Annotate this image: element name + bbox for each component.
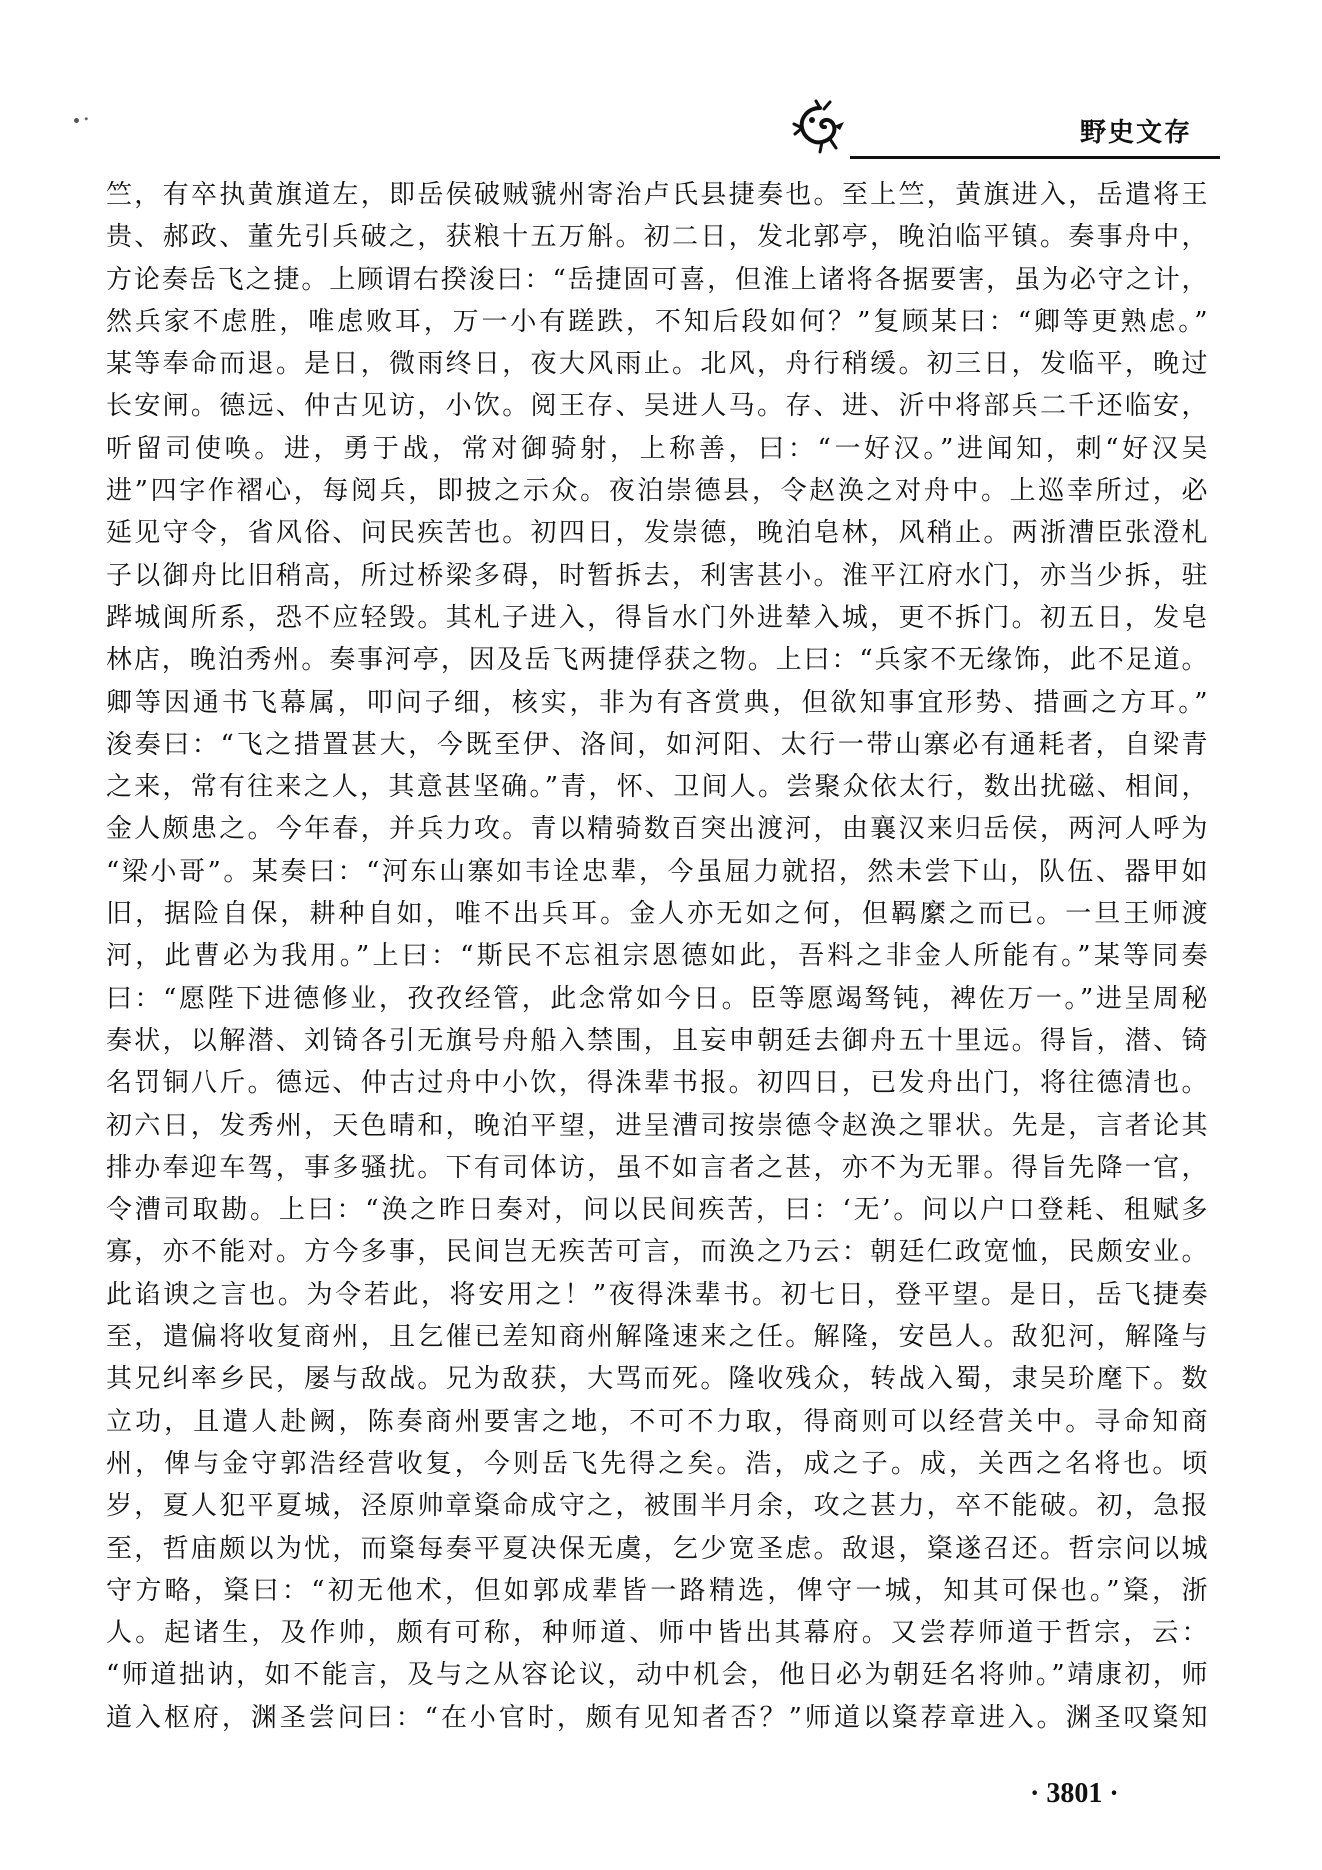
text-line: 其兄纠率乡民，屡与敌战。兄为敌获，大骂而死。隆收残众，转战入蜀，隶吴玠麾下。数 [106,1364,1208,1395]
text-line: 曰：“愿陛下进德修业，孜孜经管，此念常如今日。臣等愿竭驽钝，裨佐万一。”进呈周秘 [106,983,1208,1014]
header-rule [850,156,1220,159]
text-line: 跸城闽所系，恐不应轻毁。其札子进入，得旨水门外进辇入城，更不拆门。初五日，发皂 [106,602,1208,633]
text-line: 道入枢府，渊圣尝问曰：“在小官时，颇有见知者否？”师道以楶荐章进入。渊圣叹楶知 [106,1702,1208,1733]
text-line: 立功，且遣人赴阙，陈奏商州要害之地，不可不力取，得商则可以经营关中。寻命知商 [106,1406,1208,1437]
text-line: 初六日，发秀州，天色晴和，晚泊平望，进呈漕司按崇德令赵涣之罪状。先是，言者论其 [106,1110,1208,1141]
text-line: 河，此曹必为我用。”上曰：“斯民不忘祖宗恩德如此，吾料之非金人所能有。”某等同奏 [106,941,1208,972]
text-line: 寡，亦不能对。方今多事，民间岂无疾苦可言，而涣之乃云：朝廷仁政宽恤，民颇安业。 [106,1237,1208,1268]
text-line: 州，俾与金守郭浩经营收复，今则岳飞先得之矣。浩，成之子。成，关西之名将也。顷 [106,1448,1208,1479]
running-header [790,98,1220,160]
text-line: 此谄谀之言也。为令若此，将安用之！”夜得洙辈书。初七日，登平望。是日，岳飞捷奏 [106,1279,1208,1310]
text-line: 某等奉命而退。是日，微雨终日，夜大风雨止。北风，舟行稍缓。初三日，发临平，晚过 [106,349,1208,380]
text-line: 守方略，楶曰：“初无他术，但如郭成辈皆一路精选，俾守一城，知其可保也。”楶，浙 [106,1575,1208,1606]
text-line: 子以御舟比旧稍高，所过桥梁多碍，时暂拆去，利害甚小。淮平江府水门，亦当少拆，驻 [106,560,1208,591]
text-line: 方论奏岳飞之捷。上顾谓右揆浚曰：“岳捷固可喜，但淮上诸将各据要害，虽为必守之计， [106,264,1208,295]
text-line: 奏状，以解潜、刘锜各引无旗号舟船入禁围，且妄申朝廷去御舟五十里远。得旨，潜、锜 [106,1025,1208,1056]
dragon-emblem-icon [790,98,850,158]
text-line: 金人颇患之。今年春，并兵力攻。青以精骑数百突出渡河，由襄汉来归岳侯，两河人呼为 [106,814,1208,845]
text-line: 林店，晚泊秀州。奏事河亭，因及岳飞两捷俘获之物。上曰：“兵家不无缘饰，此不足道。 [106,645,1208,676]
body-text [106,174,1208,1774]
text-line: 岁，夏人犯平夏城，泾原帅章楶命成守之，被围半月余，攻之甚力，卒不能破。初，急报 [106,1491,1208,1522]
text-line: 排办奉迎车驾，事多骚扰。下有司体访，虽不如言者之甚，亦不为无罪。得旨先降一官， [106,1152,1208,1183]
text-line: 旧，据险自保，耕种自如，唯不出兵耳。金人亦无如之何，但羁縻之而已。一旦王师渡 [106,899,1208,930]
page-number: · 3801 · [1030,1778,1119,1809]
text-line: “梁小哥”。某奏曰：“河东山寨如韦诠忠辈，今虽屈力就招，然未尝下山，队伍、器甲如 [106,856,1208,887]
text-line: 人。起诸生，及作帅，颇有可称，种师道、师中皆出其幕府。又尝荐师道于哲宗，云： [106,1618,1208,1649]
text-line: 浚奏曰：“飞之措置甚大，今既至伊、洛间，如河阳、太行一带山寨必有通耗者，自梁青 [106,729,1208,760]
header-title: 野史文存 [1080,118,1193,148]
text-line: 卿等因通书飞幕属，叩问子细，核实，非为有吝赏典，但欲知事宜形势、措画之方耳。” [106,687,1208,718]
text-line: 进”四字作褶心，每阅兵，即披之示众。夜泊崇德县，令赵涣之对舟中。上巡幸所过，必 [106,476,1208,507]
text-line: 之来，常有往来之人，其意甚坚确。”青，怀、卫间人。尝聚众依太行，数出扰磁、相间， [106,772,1208,803]
text-line: 长安闸。德远、仲古见访，小饮。阅王存、吴进人马。存、进、沂中将部兵二千还临安， [106,391,1208,422]
text-line: 听留司使唤。进，勇于战，常对御骑射，上称善，曰：“一好汉。”进闻知，刺“好汉吴 [106,433,1208,464]
text-line: 贵、郝政、董先引兵破之，获粮十五万斛。初二日，发北郭亭，晚泊临平镇。奏事舟中， [106,222,1208,253]
text-line: 竺，有卒执黄旗道左，即岳侯破贼虢州寄治卢氏县捷奏也。至上竺，黄旗进入，岳遣将王 [106,180,1208,210]
text-line: 令漕司取勘。上曰：“涣之昨日奏对，问以民间疾苦，曰：‘无’。问以户口登耗、租赋多 [106,1195,1208,1226]
text-line: 然兵家不虑胜，唯虑败耳，万一小有蹉跌，不知后段如何？”复顾某曰：“卿等更熟虑。” [106,306,1208,337]
text-line: 延见守令，省风俗、问民疾苦也。初四日，发崇德，晚泊皂林，风稍止。两浙漕臣张澄札 [106,518,1208,549]
scan-speck [73,117,80,124]
text-line: 至，遣偏将收复商州，且乞催已差知商州解隆速来之任。解隆，安邑人。敌犯河，解隆与 [106,1322,1208,1353]
text-line: 至，哲庙颇以为忧，而楶每奏平夏决保无虞，乞少宽圣虑。敌退，楶遂召还。哲宗问以城 [106,1533,1208,1564]
text-line: 名罚铜八斤。德远、仲古过舟中小饮，得洙辈书报。初四日，已发舟出门，将往德清也。 [106,1068,1208,1099]
text-line: “师道拙讷，如不能言，及与之从容论议，动中机会，他日必为朝廷名将帅。”靖康初，师 [106,1660,1208,1691]
